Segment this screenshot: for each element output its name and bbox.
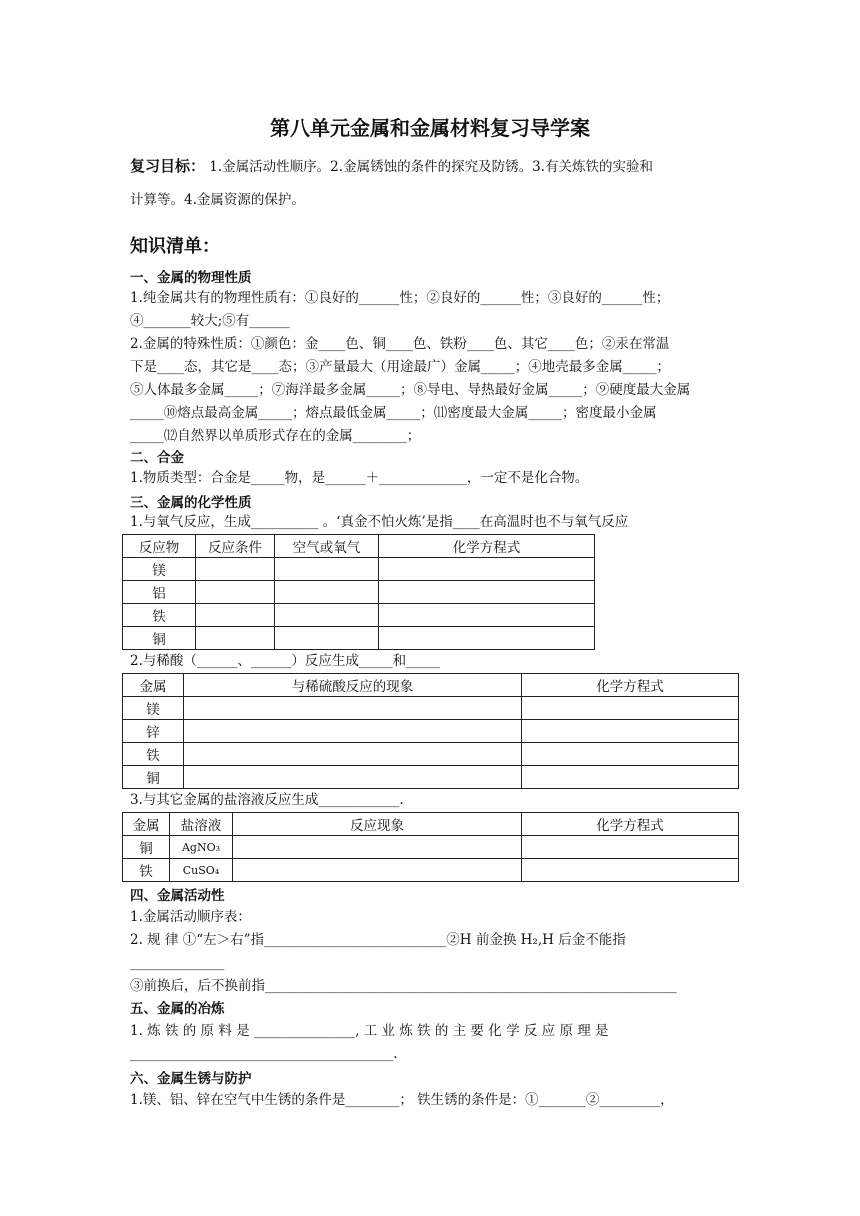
section-rust-heading: 六、金属生锈与防护 — [130, 1071, 252, 1087]
chemical-line-3: 3.与其它金属的盐溶液反应生成____________. — [130, 792, 404, 808]
chemical-line-1: 1.与氧气反应，生成__________ 。‘真金不怕火炼’是指____在高温时也不与氧气反应 — [130, 514, 629, 530]
table-cell: 铁 — [123, 743, 184, 766]
physical-line-7: _____⑿自然界以单质形式存在的金属________； — [130, 428, 421, 444]
table-cell: 铜 — [123, 766, 184, 789]
chemical-line-2: 2.与稀酸（______、______）反应生成_____和_____ — [130, 653, 440, 669]
smelting-line-1a: 1. 炼 铁 的 原 料 是 _______________, 工 业 炼 铁 的 主 要 化 学 反 应 原 理 是 — [130, 1023, 609, 1039]
table-cell: 锌 — [123, 720, 184, 743]
section-chemical-heading: 三、金属的化学性质 — [130, 495, 252, 511]
review-goal-line1 — [130, 148, 735, 185]
table-cell: 铁 — [123, 859, 170, 882]
knowledge-heading: 知识清单： — [130, 236, 220, 257]
activity-line-2b: ______________ — [130, 955, 225, 971]
table-header-row — [123, 813, 739, 836]
table-cell: 镁 — [123, 558, 196, 581]
review-goal-label: 复习目标： — [130, 157, 206, 175]
review-goal-line2: 计算等。4.金属资源的保护。 — [130, 192, 305, 208]
table-header-cell: 空气或氧气 — [275, 535, 379, 558]
section-alloy-heading: 二、合金 — [130, 450, 184, 466]
table-row — [123, 581, 595, 604]
table-row — [123, 766, 739, 789]
table-row — [123, 697, 739, 720]
table-row — [123, 604, 595, 627]
table-header-cell: 化学方程式 — [522, 813, 739, 836]
table-header-cell: 金属 — [123, 813, 170, 836]
table-cell: 铜 — [123, 836, 170, 859]
activity-line-3: ③前换后，后不换前指_____________________________________________________________ — [130, 978, 677, 994]
table-header-cell: 反应物 — [123, 535, 196, 558]
table-cell: CuSO₄ — [170, 859, 233, 882]
physical-line-2: ④_______较大;⑤有______ — [130, 313, 290, 329]
table-cell: 铁 — [123, 604, 196, 627]
table-header-row — [123, 674, 739, 697]
section-physical-heading: 一、金属的物理性质 — [130, 270, 252, 286]
table-row — [123, 859, 739, 882]
review-goal-text: 1.金属活动性顺序。2.金属锈蚀的条件的探究及防锈。3.有关炼铁的实验和 — [205, 159, 653, 175]
section-activity-heading: 四、金属活动性 — [130, 888, 225, 904]
table-cell: 铝 — [123, 581, 196, 604]
table-row — [123, 743, 739, 766]
activity-line-1: 1.金属活动顺序表： — [130, 909, 251, 925]
physical-line-6: _____⑩熔点最高金属_____；熔点最低金属_____；⑾密度最大金属_____；密度最小金属 — [130, 405, 657, 421]
table-header-cell: 化学方程式 — [379, 535, 595, 558]
table-row — [123, 558, 595, 581]
table-header-cell: 化学方程式 — [522, 674, 739, 697]
salt-reaction-table — [122, 812, 739, 882]
table-row — [123, 720, 739, 743]
physical-line-3: 2.金属的特殊性质：①颜色：金____色、铜____色、铁粉____色、其它____色；②汞在常温 — [130, 336, 670, 352]
table-cell: AgNO₃ — [170, 836, 233, 859]
table-header-cell: 反应条件 — [196, 535, 275, 558]
acid-reaction-table — [122, 673, 739, 789]
physical-line-4: 下是____态，其它是____态；③产量最大（用途最广）金属_____；④地壳最多金属_____； — [130, 359, 670, 375]
table-row — [123, 627, 595, 650]
physical-line-5: ⑤人体最多金属_____；⑦海洋最多金属_____；⑧导电、导热最好金属_____；⑨硬度最大金属 — [130, 382, 691, 398]
activity-line-2a: 2. 规 律 ①“左＞右”指___________________________②H 前金换 H₂,H 后金不能指 — [130, 932, 626, 948]
table-header-cell: 反应现象 — [233, 813, 522, 836]
table-cell: 镁 — [123, 697, 184, 720]
section-smelting-heading: 五、金属的冶炼 — [130, 1001, 225, 1017]
table-header-cell: 盐溶液 — [170, 813, 233, 836]
physical-line-1: 1.纯金属共有的物理性质有：①良好的______性；②良好的______性；③良好的______性； — [130, 290, 670, 306]
rust-line-1: 1.镁、铝、锌在空气中生锈的条件是________； 铁生锈的条件是：①_______②_________， — [130, 1092, 674, 1108]
table-header-cell: 金属 — [123, 674, 184, 697]
table-header-cell: 与稀硫酸反应的现象 — [184, 674, 522, 697]
document-title: 第八单元金属和金属材料复习导学案 — [270, 116, 590, 140]
alloy-line-1: 1.物质类型：合金是_____物，是______＋_____________，一定不是化合物。 — [130, 470, 589, 486]
smelting-line-1b: _______________________________________. — [130, 1046, 398, 1062]
table-row — [123, 836, 739, 859]
oxygen-reaction-table — [122, 534, 595, 650]
table-header-row — [123, 535, 595, 558]
table-cell: 铜 — [123, 627, 196, 650]
